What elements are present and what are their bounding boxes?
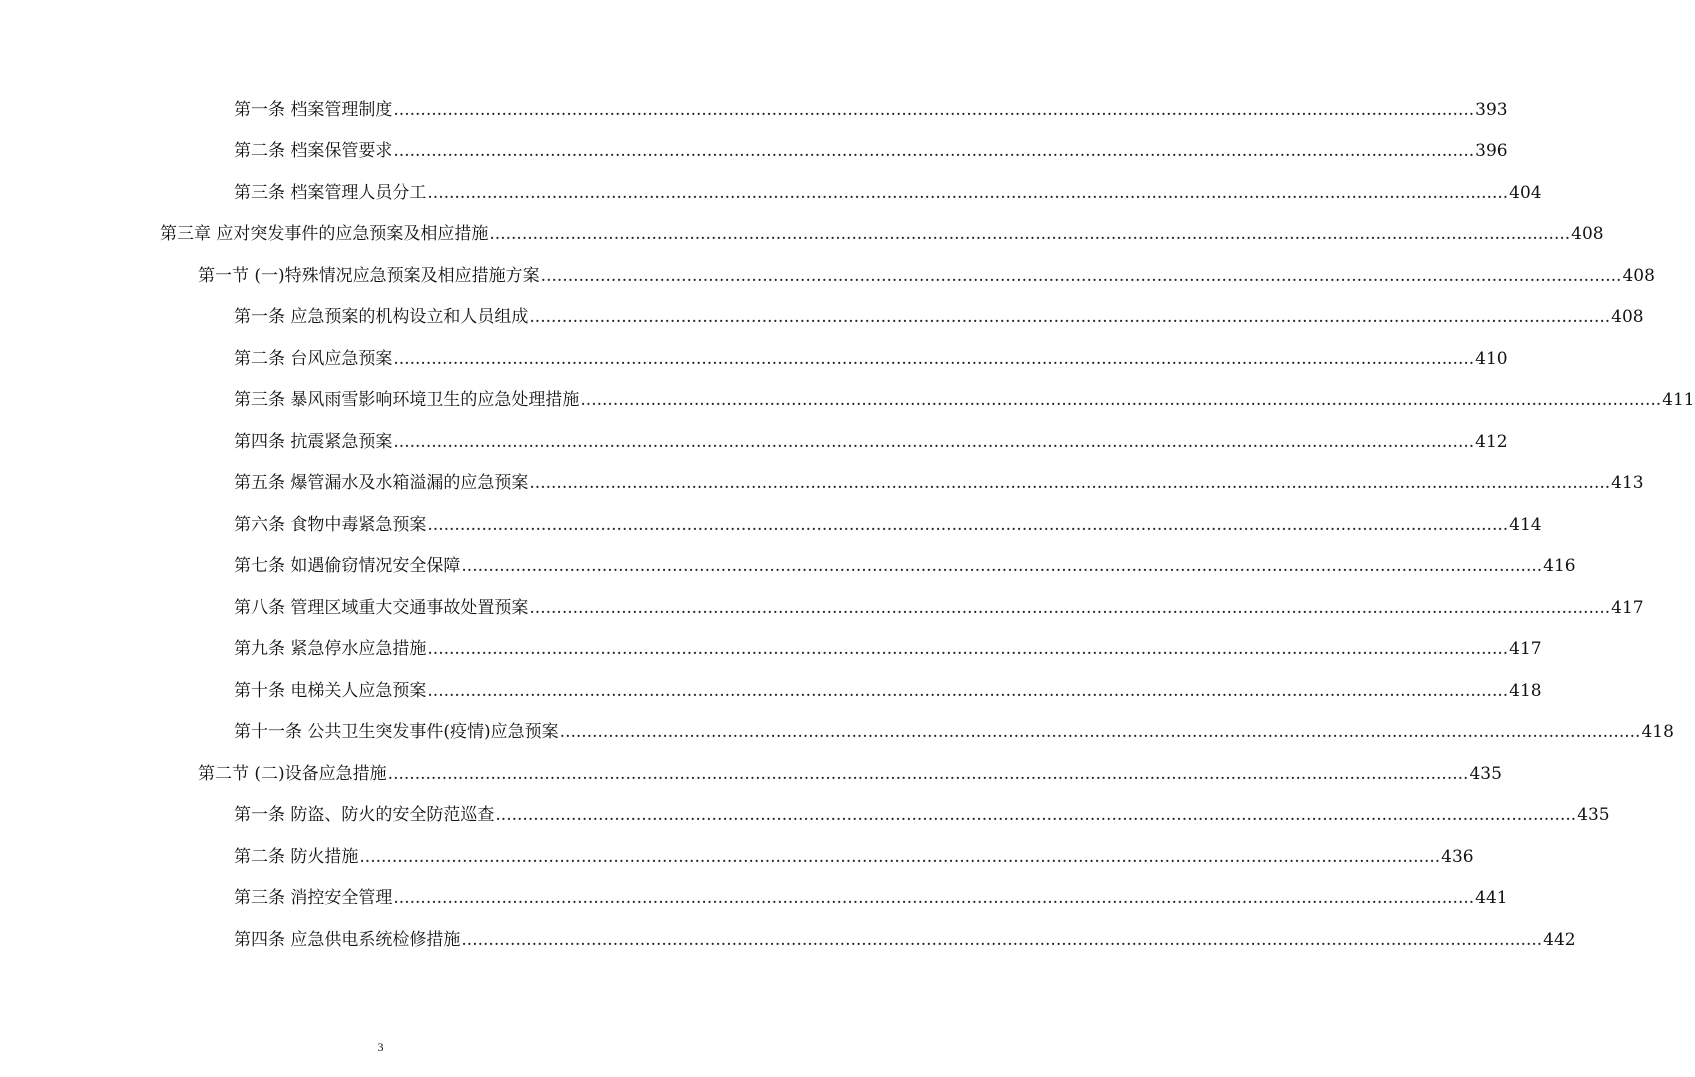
toc-entry-page: 408 bbox=[1611, 307, 1644, 327]
toc-leader-dots: ........................................................................................................................................................................................................ bbox=[427, 515, 1509, 535]
toc-entry-title: 第四条 抗震紧急预案 bbox=[234, 432, 393, 452]
toc-entry-title: 第五条 爆管漏水及水箱溢漏的应急预案 bbox=[234, 473, 529, 493]
toc-entry[interactable] bbox=[234, 925, 1576, 955]
toc-entry-page: 442 bbox=[1543, 930, 1576, 950]
toc-entry-title: 第二条 防火措施 bbox=[234, 847, 359, 867]
page-number: 3 bbox=[377, 1040, 384, 1054]
toc-leader-dots: ........................................................................................................................................................................................................ bbox=[393, 432, 1475, 452]
toc-entry-page: 418 bbox=[1509, 681, 1542, 701]
toc-entry-page: 414 bbox=[1509, 515, 1542, 535]
toc-leader-dots: ........................................................................................................................................................................................................ bbox=[559, 722, 1641, 742]
toc-leader-dots: ........................................................................................................................................................................................................ bbox=[461, 930, 1543, 950]
toc-entry[interactable] bbox=[234, 842, 1474, 872]
toc-entry-page: 418 bbox=[1641, 722, 1674, 742]
toc-entry-page: 441 bbox=[1475, 888, 1508, 908]
toc-entry[interactable] bbox=[234, 344, 1508, 374]
toc-entry[interactable] bbox=[234, 634, 1542, 664]
toc-entry[interactable] bbox=[234, 551, 1576, 581]
toc-entry-page: 410 bbox=[1475, 349, 1508, 369]
toc-entry-page: 393 bbox=[1475, 100, 1508, 120]
toc-leader-dots: ........................................................................................................................................................................................................ bbox=[529, 598, 1611, 618]
toc-entry[interactable] bbox=[234, 136, 1508, 166]
toc-leader-dots: ........................................................................................................................................................................................................ bbox=[580, 390, 1662, 410]
toc-leader-dots: ........................................................................................................................................................................................................ bbox=[359, 847, 1441, 867]
toc-entry[interactable] bbox=[234, 385, 1695, 415]
toc-entry-title: 第八条 管理区域重大交通事故处置预案 bbox=[234, 598, 529, 618]
toc-entry-title: 第三条 档案管理人员分工 bbox=[234, 183, 427, 203]
toc-entry-page: 412 bbox=[1475, 432, 1508, 452]
toc-entry-title: 第三条 消控安全管理 bbox=[234, 888, 393, 908]
toc-entry[interactable] bbox=[160, 219, 1604, 249]
toc-entry[interactable] bbox=[234, 427, 1508, 457]
toc-leader-dots: ........................................................................................................................................................................................................ bbox=[461, 556, 1543, 576]
toc-entry-page: 436 bbox=[1441, 847, 1474, 867]
toc-leader-dots: ........................................................................................................................................................................................................ bbox=[529, 473, 1611, 493]
toc-entry-title: 第一节 (一)特殊情况应急预案及相应措施方案 bbox=[198, 266, 540, 286]
toc-entry-title: 第二条 档案保管要求 bbox=[234, 141, 393, 161]
toc-entry-title: 第十一条 公共卫生突发事件(疫情)应急预案 bbox=[234, 722, 559, 742]
toc-entry[interactable] bbox=[234, 593, 1644, 623]
toc-leader-dots: ........................................................................................................................................................................................................ bbox=[393, 100, 1475, 120]
toc-entry-page: 417 bbox=[1509, 639, 1542, 659]
toc-entry-page: 416 bbox=[1543, 556, 1576, 576]
toc-entry-page: 396 bbox=[1475, 141, 1508, 161]
toc-entry[interactable] bbox=[198, 261, 1655, 291]
toc-leader-dots: ........................................................................................................................................................................................................ bbox=[427, 183, 1509, 203]
toc-entry-title: 第一条 防盗、防火的安全防范巡查 bbox=[234, 805, 495, 825]
toc-entry-page: 417 bbox=[1611, 598, 1644, 618]
toc-leader-dots: ........................................................................................................................................................................................................ bbox=[495, 805, 1577, 825]
toc-entry[interactable] bbox=[234, 95, 1508, 125]
toc-entry-title: 第十条 电梯关人应急预案 bbox=[234, 681, 427, 701]
toc-entry-title: 第二条 台风应急预案 bbox=[234, 349, 393, 369]
toc-leader-dots: ........................................................................................................................................................................................................ bbox=[387, 764, 1469, 784]
toc-entry[interactable] bbox=[234, 883, 1508, 913]
toc-entry-page: 435 bbox=[1469, 764, 1502, 784]
toc-leader-dots: ........................................................................................................................................................................................................ bbox=[393, 141, 1475, 161]
toc-entry-title: 第七条 如遇偷窃情况安全保障 bbox=[234, 556, 461, 576]
toc-entry-title: 第三条 暴风雨雪影响环境卫生的应急处理措施 bbox=[234, 390, 580, 410]
toc-entry-title: 第一条 档案管理制度 bbox=[234, 100, 393, 120]
toc-leader-dots: ........................................................................................................................................................................................................ bbox=[529, 307, 1611, 327]
toc-leader-dots: ........................................................................................................................................................................................................ bbox=[427, 639, 1509, 659]
toc-entry-page: 408 bbox=[1571, 224, 1604, 244]
toc-entry-title: 第四条 应急供电系统检修措施 bbox=[234, 930, 461, 950]
toc-leader-dots: ........................................................................................................................................................................................................ bbox=[489, 224, 1571, 244]
toc-entry-title: 第六条 食物中毒紧急预案 bbox=[234, 515, 427, 535]
toc-entry-title: 第九条 紧急停水应急措施 bbox=[234, 639, 427, 659]
toc-entry-page: 408 bbox=[1622, 266, 1655, 286]
toc-leader-dots: ........................................................................................................................................................................................................ bbox=[427, 681, 1509, 701]
toc-leader-dots: ........................................................................................................................................................................................................ bbox=[540, 266, 1622, 286]
toc-entry-page: 435 bbox=[1577, 805, 1610, 825]
toc-entry[interactable] bbox=[234, 302, 1644, 332]
toc-entry-page: 411 bbox=[1662, 390, 1695, 410]
toc-entry-title: 第一条 应急预案的机构设立和人员组成 bbox=[234, 307, 529, 327]
toc-entry[interactable] bbox=[234, 676, 1542, 706]
toc-entry[interactable] bbox=[198, 759, 1502, 789]
toc-entry-title: 第二节 (二)设备应急措施 bbox=[198, 764, 387, 784]
toc-entry[interactable] bbox=[234, 178, 1542, 208]
toc-entry-page: 413 bbox=[1611, 473, 1644, 493]
toc-entry[interactable] bbox=[234, 800, 1610, 830]
toc-entry-page: 404 bbox=[1509, 183, 1542, 203]
toc-entry-title: 第三章 应对突发事件的应急预案及相应措施 bbox=[160, 224, 489, 244]
toc-leader-dots: ........................................................................................................................................................................................................ bbox=[393, 349, 1475, 369]
toc-leader-dots: ........................................................................................................................................................................................................ bbox=[393, 888, 1475, 908]
toc-entry[interactable] bbox=[234, 468, 1644, 498]
toc-entry[interactable] bbox=[234, 510, 1542, 540]
toc-entry[interactable] bbox=[234, 717, 1674, 747]
